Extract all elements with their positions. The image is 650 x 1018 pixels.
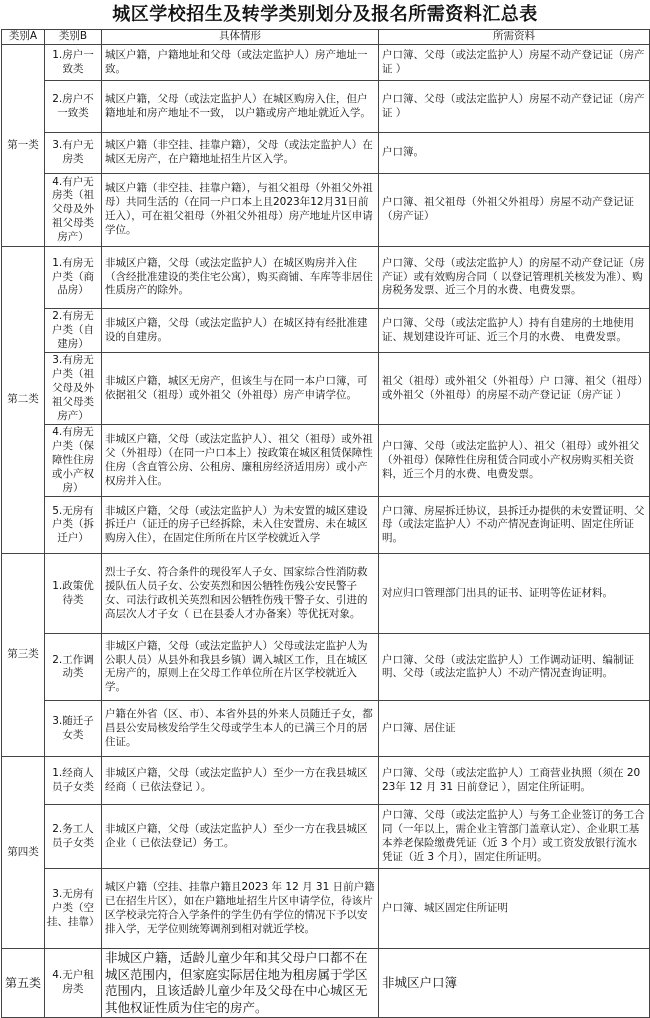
table-row (2, 805, 650, 869)
materials-cell: 户口簿、祖父祖母（外祖父外祖母）房屋不动产登记证（房产证） (379, 174, 650, 247)
table-row (2, 757, 650, 805)
materials-cell: 户口簿、父母（或法定监护人）与务工企业签订的务工合同（一年以上，需企业主管部门盖章认定）、企业职工基本养老保险缴费凭证（近 3 个月）或工资发放银行流水凭证（近 3 个月），固定住所证明。 (379, 805, 650, 869)
situation-cell: 非城区户籍，父母（或法定监护人）为未安置的城区建设拆迁户（证迁的房子已经拆除，未入住安置房、未在城区购房入住），在固定住所所在片区学校就近入学 (102, 497, 379, 554)
materials-cell: 户口簿。 (379, 133, 650, 174)
header-materials: 所需资料 (379, 30, 650, 45)
table-row (2, 701, 650, 757)
category-b-cell: 4.无户租房类 (45, 949, 102, 1018)
table-row (2, 353, 650, 425)
situation-cell: 烈士子女、符合条件的现役军人子女、国家综合性消防救援队伍人员子女、公安英烈和因公牺牲伤残公安民警子女、司法行政机关英烈和因公牺牲伤残干警子女、引进的高层次人才子女（ 已在县委人才办备案）等优抚对象。 (102, 554, 379, 634)
table-row (2, 309, 650, 353)
header-row (2, 30, 650, 45)
category-b-cell: 3.有房无户类（祖父母及外祖父母类房产） (45, 353, 102, 425)
category-b-cell: 1.经商人员子女类 (45, 757, 102, 805)
materials-cell: 户口簿、父母（或法定监护人）房屋不动产登记证（房产证 ） (379, 45, 650, 81)
category-b-cell: 1.房户一致类 (45, 45, 102, 81)
table-row (2, 45, 650, 81)
table-row (2, 634, 650, 701)
category-b-cell: 3.有户无房类 (45, 133, 102, 174)
situation-cell: 非城区户籍，父母（或法定监护人）、祖父（祖母）或外祖父（外祖母）（在同一户口本上）按政策在城区租赁保障性住房（含直管公房、公租房、廉租房经济适用房）或小产权房并入住。 (102, 425, 379, 497)
category-b-cell: 2.务工人员子女类 (45, 805, 102, 869)
table-row (2, 949, 650, 1018)
category-b-cell: 1.政策优待类 (45, 554, 102, 634)
header-category-a: 类别A (2, 30, 45, 45)
table-row (2, 174, 650, 247)
category-b-cell: 5.无房有户类（拆迁户） (45, 497, 102, 554)
materials-cell: 户口簿、父母（或法定监护人）、祖父（祖母）或外祖父（外祖母）保障性住房租赁合同或小产权房购买相关资料，近三个月的水费、电费发票。 (379, 425, 650, 497)
summary-table (1, 29, 650, 1018)
materials-cell: 户口簿、父母（或法定监护人）持有自建房的土地使用证、规划建设许可证、近三个月的水费、 电费发票。 (379, 309, 650, 353)
category-b-cell: 4.有户无房类（祖父母及外祖父母类房产） (45, 174, 102, 247)
category-b-cell: 4.有房无户类（保障性住房或小产权房） (45, 425, 102, 497)
situation-cell: 非城区户籍，父母（或法定监护人）至少一方在我县城区经商（ 已依法登记 ）。 (102, 757, 379, 805)
situation-cell: 城区户籍，父母（或法定监护人）在城区购房入住，但户籍地址和房产地址不一致， 以户籍或房产地址就近入学。 (102, 81, 379, 133)
situation-cell: 非城区户籍，父母（或法定监护人）在城区持有经批准建设的自建房。 (102, 309, 379, 353)
materials-cell: 户口簿、父母（或法定监护人）工商营业执照（须在 2023年 12 月 31 日前登记 ），固定住所证明。 (379, 757, 650, 805)
table-row (2, 133, 650, 174)
category-a-cell: 第一类 (2, 45, 45, 247)
materials-cell: 户口簿、父母（或法定监护人）工作调动证明、编制证明、父母（或法定监护人）不动产情况查询证明。 (379, 634, 650, 701)
table-row (2, 554, 650, 634)
situation-cell: 非城区户籍，适龄儿童少年和其父母户口都不在城区范围内，但家庭实际居住地为租房属于学区范围内，且该适龄儿童少年及父母在中心城区无其他权证性质为住宅的房产。 (102, 949, 379, 1018)
situation-cell: 城区户籍（非空挂、挂靠户籍），父母（或法定监护人）在城区无房产，在户籍地址招生片区入学。 (102, 133, 379, 174)
table-row (2, 81, 650, 133)
category-a-cell: 第五类 (2, 949, 45, 1018)
table-row (2, 869, 650, 949)
header-category-b: 类别B (45, 30, 102, 45)
situation-cell: 城区户籍（空挂、挂靠户籍且2023 年 12 月 31 日前户籍已在招生片区），如在户籍地址招生片区申请学位，待该片区学校录完符合入学条件的学生仍有学位的情况下予以安排入学，无学位则统筹调剂到相对就近学校。 (102, 869, 379, 949)
category-b-cell: 1.有房无户类（商品房） (45, 247, 102, 309)
table-row (2, 425, 650, 497)
table-row (2, 247, 650, 309)
materials-cell: 户口簿、父母（或法定监护人）的房屋不动产登记证（房产证）或有效购房合同（ 以登记管理机关核发为准）、购房税务发票、近三个月的水费、电费发票。 (379, 247, 650, 309)
table-row (2, 497, 650, 554)
situation-cell: 城区户籍，户籍地址和父母（或法定监护人）房产地址一致。 (102, 45, 379, 81)
header-situation: 具体情形 (102, 30, 379, 45)
category-a-cell: 第二类 (2, 247, 45, 554)
materials-cell: 对应归口管理部门出具的证书、证明等佐证材料。 (379, 554, 650, 634)
page-title: 城区学校招生及转学类别划分及报名所需资料汇总表 (112, 4, 538, 25)
category-b-cell: 2.工作调动类 (45, 634, 102, 701)
situation-cell: 非城区户籍，父母（或法定监护人）父母或法定监护人为公职人员）从县外和我县乡镇）调入城区工作，且在城区无房产的，原则上在父母工作单位所在片区学校就近入学。 (102, 634, 379, 701)
category-b-cell: 2.有房无户类（自建房） (45, 309, 102, 353)
situation-cell: 户籍在外省（区、市）、本省外县的外来人员随迁子女，都昌县公安局核发给学生父母或学生本人的已满三个月的居住证。 (102, 701, 379, 757)
category-b-cell: 3.无房有户类（空挂、挂靠） (45, 869, 102, 949)
category-a-cell: 第四类 (2, 757, 45, 949)
situation-cell: 非城区户籍，父母（或法定监护人）至少一方在我县城区企业（ 已依法登记）务工。 (102, 805, 379, 869)
category-b-cell: 2.房户不一致类 (45, 81, 102, 133)
situation-cell: 非城区户籍，城区无房产，但该生与在同一本户口簿，可依据祖父（祖母）或外祖父（外祖母）房产申请学位。 (102, 353, 379, 425)
materials-cell: 户口簿、居住证 (379, 701, 650, 757)
materials-cell: 户口簿、城区固定住所证明 (379, 869, 650, 949)
materials-cell: 非城区户口簿 (379, 949, 650, 1018)
category-b-cell: 3.随迁子女类 (45, 701, 102, 757)
materials-cell: 户口簿、房屋拆迁协议，县拆迁办提供的未安置证明、父母（或法定监护人）不动产情况查询证明、固定住所证明。 (379, 497, 650, 554)
situation-cell: 城区户籍（非空挂、挂靠户籍），与祖父祖母（外祖父外祖母）共同生活的（在同一户口本上且2023年12月31日前迁入），可在祖父祖母（外祖父外祖母）房产地址片区申请学位。 (102, 174, 379, 247)
materials-cell: 户口簿、父母（或法定监护人）房屋不动产登记证（房产证 ） (379, 81, 650, 133)
materials-cell: 祖父（祖母）或外祖父（外祖母）户 口簿、祖父（祖母）或外祖父（外祖母）的房屋不动产登记证（房产证 ） (379, 353, 650, 425)
situation-cell: 非城区户籍，父母（或法定监护人）在城区购房并入住（含经批准建设的类住宅公寓），购买商铺、车库等非居住性质房产的除外。 (102, 247, 379, 309)
category-a-cell: 第三类 (2, 554, 45, 757)
